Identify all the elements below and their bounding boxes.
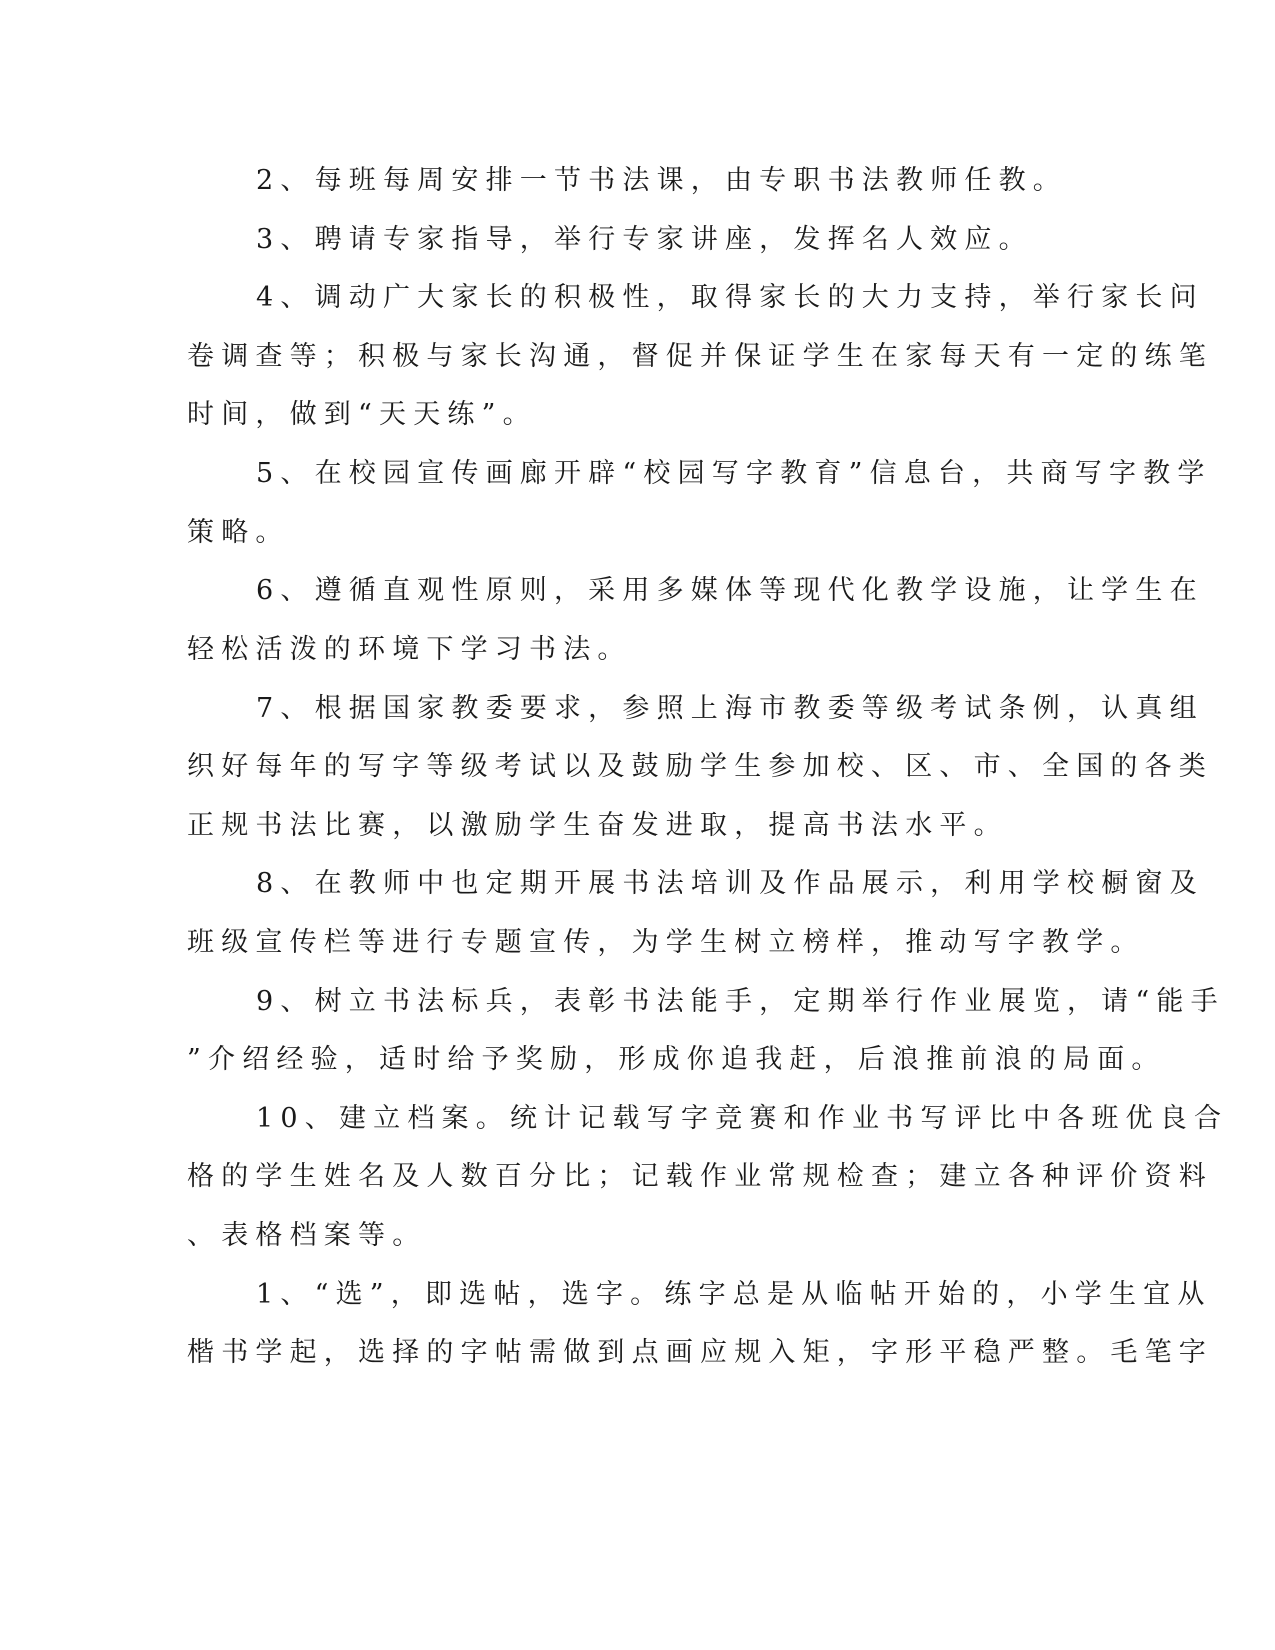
paragraph-line: 时间，做到“天天练”。 xyxy=(187,399,537,430)
paragraph-line: 织好每年的写字等级考试以及鼓励学生参加校、区、市、全国的各类 xyxy=(187,751,1213,782)
paragraph-line: 6、遵循直观性原则，采用多媒体等现代化教学设施，让学生在 xyxy=(256,575,1204,606)
paragraph-line: 2、每班每周安排一节书法课，由专职书法教师任教。 xyxy=(256,165,1067,196)
paragraph-line: 4、调动广大家长的积极性，取得家长的大力支持，举行家长问 xyxy=(256,282,1204,313)
paragraph-line: 1、“选”，即选帖，选字。练字总是从临帖开始的，小学生宜从 xyxy=(256,1279,1212,1310)
paragraph-line: 轻松活泼的环境下学习书法。 xyxy=(187,634,632,665)
paragraph-line: 7、根据国家教委要求，参照上海市教委等级考试条例，认真组 xyxy=(256,693,1204,724)
paragraph-line: 楷书学起，选择的字帖需做到点画应规入矩，字形平稳严整。毛笔字 xyxy=(187,1337,1213,1368)
paragraph-line: 班级宣传栏等进行专题宣传，为学生树立榜样，推动写字教学。 xyxy=(187,927,1145,958)
paragraph-line: 3、聘请专家指导，举行专家讲座，发挥名人效应。 xyxy=(256,224,1033,255)
paragraph-line: 10、建立档案。统计记载写字竞赛和作业书写评比中各班优良合 xyxy=(256,1103,1229,1134)
paragraph-line: 策略。 xyxy=(187,517,290,548)
paragraph-line: 卷调查等；积极与家长沟通，督促并保证学生在家每天有一定的练笔 xyxy=(187,341,1213,372)
paragraph-line: 正规书法比赛，以激励学生奋发进取，提高书法水平。 xyxy=(187,810,1008,841)
paragraph-line: ”介绍经验，适时给予奖励，形成你追我赶，后浪推前浪的局面。 xyxy=(187,1044,1166,1075)
paragraph-line: 格的学生姓名及人数百分比；记载作业常规检查；建立各种评价资料 xyxy=(187,1161,1213,1192)
paragraph-line: 、表格档案等。 xyxy=(187,1220,427,1251)
paragraph-line: 9、树立书法标兵，表彰书法能手，定期举行作业展览，请“能手 xyxy=(256,986,1225,1017)
paragraph-line: 5、在校园宣传画廊开辟“校园写字教育”信息台，共商写字教学 xyxy=(256,458,1212,489)
paragraph-line: 8、在教师中也定期开展书法培训及作品展示，利用学校橱窗及 xyxy=(256,868,1204,899)
